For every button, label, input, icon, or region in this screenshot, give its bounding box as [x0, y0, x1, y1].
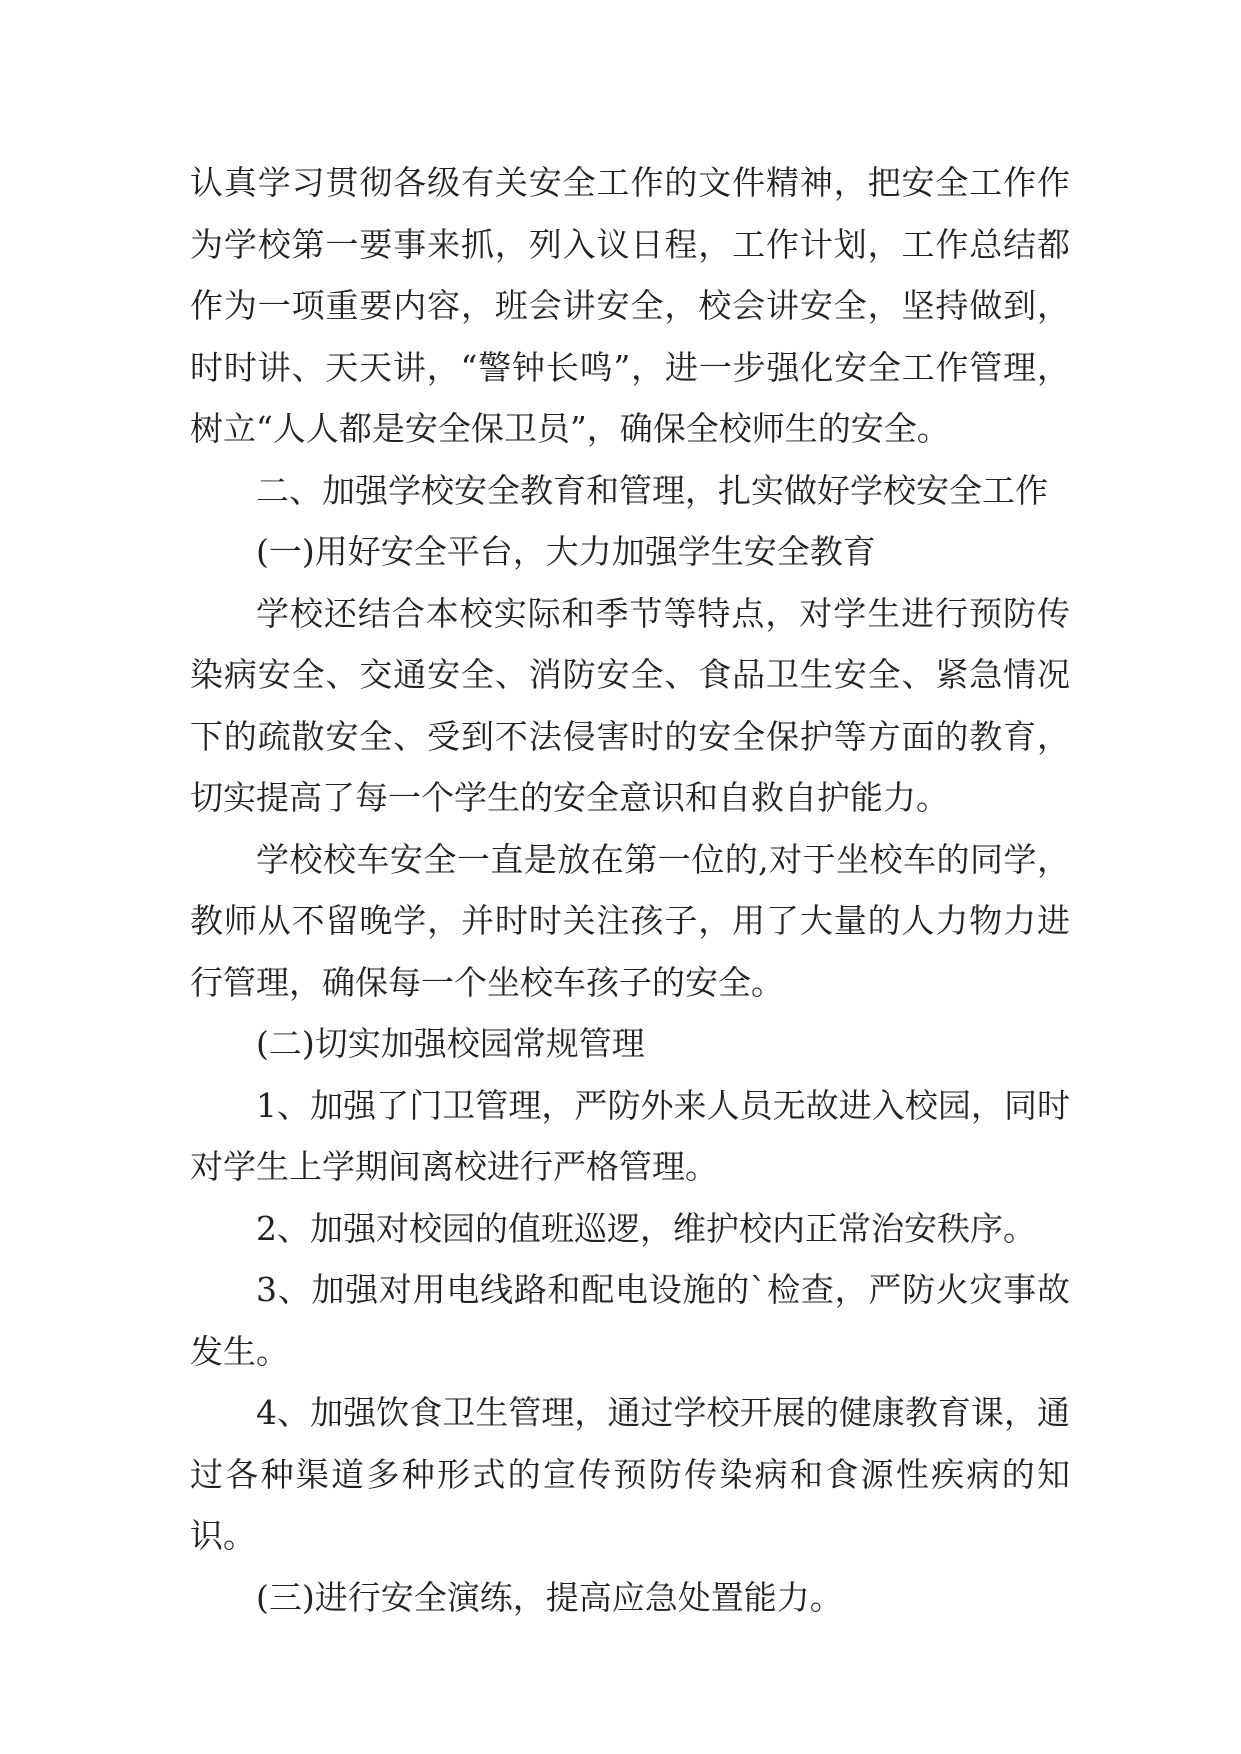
paragraph-safety-education: 学校还结合本校实际和季节等特点，对学生进行预防传染病安全、交通安全、消防安全、食品卫生安全、紧急情况下的疏散安全、受到不法侵害时的安全保护等方面的教育，切实提高了每一个学生的安全意识和自救自护能力。 — [190, 593, 1070, 817]
list-item-3: 3、加强对用电线路和配电设施的`检查，严防火灾事故发生。 — [190, 1270, 1070, 1371]
list-item-4: 4、加强饮食卫生管理，通过学校开展的健康教育课，通过各种渠道多种形式的宣传预防传染病和食源性疾病的知识。 — [190, 1393, 1070, 1555]
document-body — [190, 152, 1070, 1628]
section-heading-2: 二、加强学校安全教育和管理，扎实做好学校安全工作 — [256, 470, 1048, 510]
subsection-heading-1: (一)用好安全平台，大力加强学生安全教育 — [256, 532, 876, 571]
list-item-2: 2、加强对校园的值班巡逻，维护校内正常治安秩序。 — [256, 1208, 1036, 1248]
paragraph-intro-continued: 认真学习贯彻各级有关安全工作的文件精神，把安全工作作为学校第一要事来抓，列入议日程，工作计划，工作总结都作为一项重要内容，班会讲安全，校会讲安全，坚持做到，时时讲、天天讲，“警钟长鸣”，进一步强化安全工作管理，树立“人人都是安全保卫员”，确保全校师生的安全。 — [190, 163, 1070, 448]
paragraph-school-bus: 学校校车安全一直是放在第一位的,对于坐校车的同学，教师从不留晚学，并时时关注孩子，用了大量的人力物力进行管理，确保每一个坐校车孩子的安全。 — [190, 839, 1070, 1002]
subsection-heading-2: (二)切实加强校园常规管理 — [256, 1024, 645, 1063]
subsection-heading-3: (三)进行安全演练，提高应急处置能力。 — [256, 1577, 843, 1617]
list-item-1: 1、加强了门卫管理，严防外来人员无故进入校园，同时对学生上学期间离校进行严格管理。 — [190, 1085, 1070, 1186]
